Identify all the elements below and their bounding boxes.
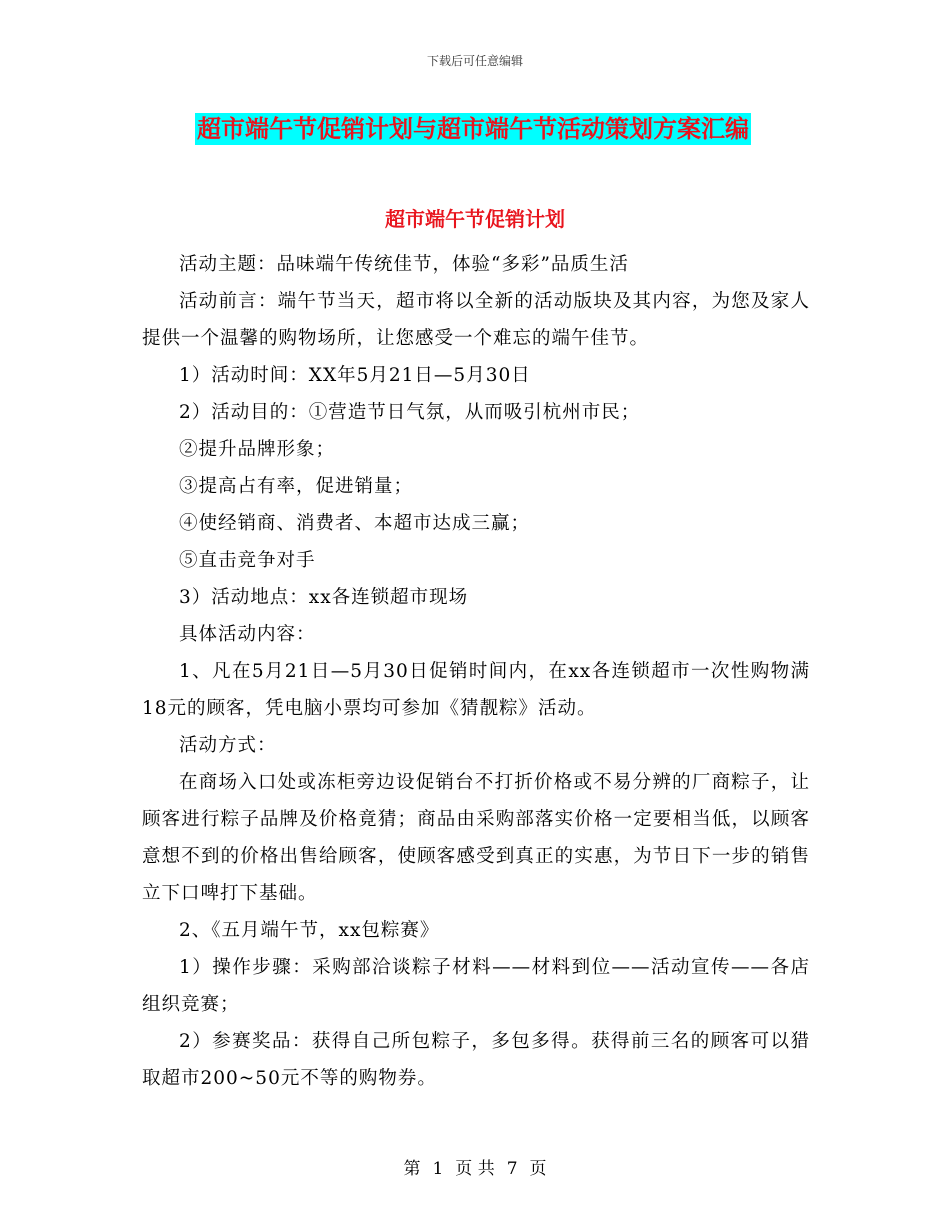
paragraph: 具体活动内容： [179, 624, 316, 645]
total-pages: 7 [506, 1159, 518, 1179]
paragraph: 活动方式： [179, 735, 277, 756]
section-title: 超市端午节促销计划 [385, 207, 565, 231]
page-header-note: 下载后可任意编辑 [426, 54, 523, 68]
page-footer [0, 1154, 950, 1179]
footer-middle: 页 共 [455, 1159, 495, 1179]
paragraph: 2）活动目的：①营造节日气氛，从而吸引杭州市民； [179, 402, 641, 423]
page-number: 1 [432, 1159, 444, 1179]
paragraph: ③提高占有率，促进销量； [179, 476, 414, 497]
paragraph: 1、凡在5月21日—5月30日促销时间内，在xx各连锁超市一次性购物满18元的顾客，凭电脑小票均可参加《猜靓粽》活动。 [142, 661, 810, 719]
paragraph: 2、《五月端午节，xx包粽赛》 [179, 920, 440, 941]
paragraph: 活动前言：端午节当天，超市将以全新的活动版块及其内容，为您及家人提供一个温馨的购物场所，让您感受一个难忘的端午佳节。 [142, 291, 810, 349]
paragraph: 1）操作步骤：采购部洽谈粽子材料——材料到位——活动宣传——各店组织竞赛； [142, 957, 810, 1015]
footer-suffix: 页 [529, 1159, 547, 1179]
paragraph: 3）活动地点：xx各连锁超市现场 [179, 587, 469, 608]
document-title: 超市端午节促销计划与超市端午节活动策划方案汇编 [197, 115, 749, 143]
paragraph: ⑤直击竞争对手 [179, 550, 316, 571]
paragraph: 2）参赛奖品：获得自己所包粽子，多包多得。获得前三名的顾客可以猎取超市200~50元不等的购物券。 [142, 1031, 810, 1089]
paragraph: ④使经销商、消费者、本超市达成三赢； [179, 513, 531, 534]
paragraph: ②提升品牌形象； [179, 439, 336, 460]
document-body [142, 246, 810, 1097]
paragraph: 活动主题：品味端午传统佳节，体验“多彩”品质生活 [179, 254, 629, 275]
footer-prefix: 第 [403, 1159, 421, 1179]
paragraph: 在商场入口处或冻柜旁边设促销台不打折价格或不易分辨的厂商粽子，让顾客进行粽子品牌及价格竟猜；商品由采购部落实价格一定要相当低，以顾客意想不到的价格出售给顾客，使顾客感受到真正的实惠，为节日下一步的销售立下口啤打下基础。 [142, 772, 810, 904]
paragraph: 1）活动时间：XX年5月21日—5月30日 [179, 365, 531, 386]
